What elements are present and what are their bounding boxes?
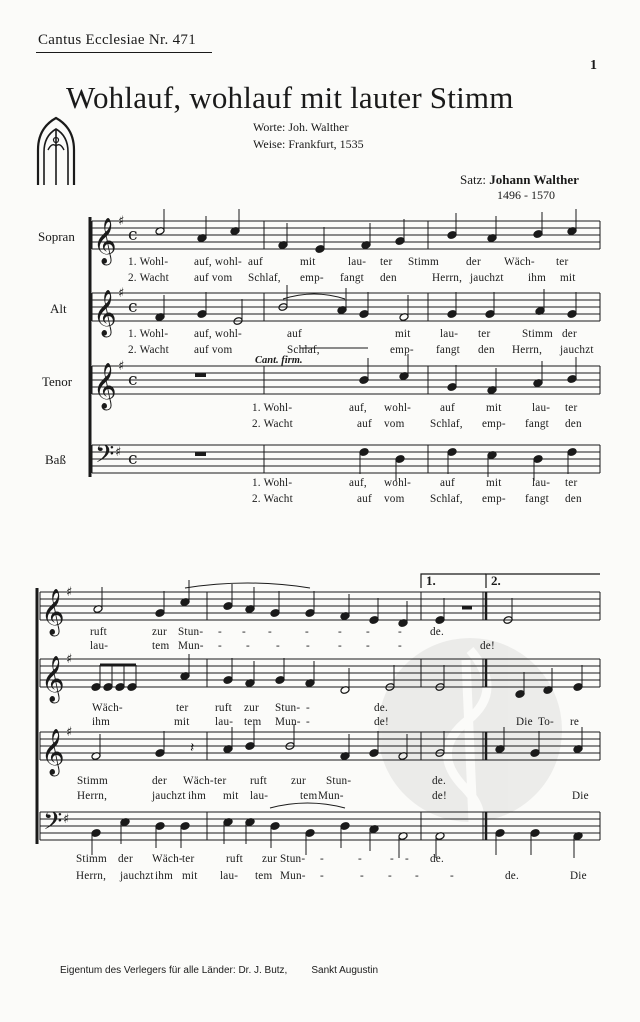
lyric-syllable: ihm: [528, 272, 547, 284]
key-signature-sharp: ♯: [115, 445, 122, 460]
half-rest: [462, 606, 472, 610]
lyric-syllable: den: [565, 418, 582, 430]
lyric-syllable: -: [320, 870, 324, 882]
lyric-syllable: der: [118, 853, 133, 865]
lyric-syllable: emp-: [390, 344, 414, 356]
lyric-syllable: jauchzt: [152, 790, 186, 802]
lyric-syllable: ter: [380, 256, 393, 268]
lyric-syllable: re: [570, 716, 580, 728]
lyric-syllable: -: [306, 716, 310, 728]
lyric-syllable: emp-: [300, 272, 324, 284]
lyric-syllable: Stun-: [178, 626, 204, 638]
lyric-syllable: zur: [152, 626, 167, 638]
lyric-syllable: auf, wohl-: [194, 328, 242, 340]
lyric-syllable: -: [338, 626, 342, 638]
key-signature-sharp: ♯: [118, 359, 125, 374]
lyric-syllable: Wäch-: [183, 775, 214, 787]
lyric-syllable: de!: [374, 716, 389, 728]
lyric-syllable: 2. Wacht: [128, 272, 169, 284]
lyric-syllable: lau-: [90, 640, 109, 652]
lyric-syllable: der: [562, 328, 577, 340]
lyric-syllable: lau-: [250, 790, 269, 802]
lyric-syllable: auf vom: [194, 272, 233, 284]
key-signature-sharp: ♯: [66, 652, 73, 667]
lyric-syllable: vom: [384, 418, 405, 430]
lyric-syllable: ter: [565, 477, 578, 489]
lyric-syllable: Schlaf,: [287, 344, 320, 356]
lyric-syllable: ter: [556, 256, 569, 268]
lyric-syllable: -: [306, 640, 310, 652]
time-signature: c: [128, 225, 138, 245]
lyric-syllable: 1. Wohl-: [252, 402, 293, 414]
lyric-syllable: 2. Wacht: [252, 493, 293, 505]
lyric-syllable: Die: [516, 716, 533, 728]
lyric-syllable: -: [268, 626, 272, 638]
words-credit: Worte: Joh. Walther: [253, 120, 349, 134]
setting-label: Satz:: [460, 172, 486, 187]
lyric-syllable: -: [306, 702, 310, 714]
lyric-syllable: -: [218, 626, 222, 638]
lyric-syllable: fangt: [525, 493, 549, 505]
lyric-syllable: Herrn,: [512, 344, 543, 356]
lyric-syllable: tem: [300, 790, 318, 802]
lyric-syllable: Wäch-: [92, 702, 123, 714]
lyric-syllable: de!: [480, 640, 495, 652]
lyric-syllable: 1. Wohl-: [252, 477, 293, 489]
lyric-syllable: -: [415, 870, 419, 882]
lyric-syllable: ter: [214, 775, 227, 787]
composer-dates: 1496 - 1570: [497, 188, 555, 202]
lyric-syllable: ter: [176, 702, 189, 714]
time-signature: c: [128, 370, 138, 390]
bass-clef-icon: 𝄢: [95, 440, 115, 475]
voice-label-bass: Baß: [45, 452, 66, 467]
lyric-syllable: den: [478, 344, 495, 356]
lyric-syllable: auf,: [349, 402, 367, 414]
lyric-syllable: zur: [291, 775, 306, 787]
lyric-syllable: lau-: [532, 477, 551, 489]
lyric-syllable: Mun-: [280, 870, 306, 882]
lyric-syllable: -: [405, 853, 409, 865]
lyric-syllable: -: [320, 853, 324, 865]
lyric-syllable: Herrn,: [76, 870, 107, 882]
lyric-syllable: tem: [152, 640, 170, 652]
time-signature: c: [128, 449, 138, 469]
lyric-syllable: lau-: [440, 328, 459, 340]
lyric-syllable: Mun-: [318, 790, 344, 802]
treble-clef-icon: 𝄞: [93, 218, 117, 264]
lyric-syllable: emp-: [482, 493, 506, 505]
treble-clef-icon: 𝄞: [41, 589, 65, 635]
lyric-syllable: fangt: [340, 272, 364, 284]
lyric-syllable: jauchzt: [560, 344, 594, 356]
lyric-syllable: -: [398, 626, 402, 638]
lyric-syllable: mit: [395, 328, 411, 340]
lyric-syllable: Herrn,: [77, 790, 108, 802]
lyric-syllable: auf,: [349, 477, 367, 489]
lyric-syllable: der: [466, 256, 481, 268]
lyric-syllable: mit: [486, 402, 502, 414]
ending-bracket-2: [486, 574, 600, 588]
lyric-syllable: tem: [255, 870, 273, 882]
lyric-syllable: Stun-: [326, 775, 352, 787]
voice-label-alt: Alt: [50, 301, 67, 316]
lyric-syllable: ihm: [92, 716, 111, 728]
lyric-syllable: -: [358, 853, 362, 865]
ending-label-2: 2.: [491, 573, 501, 588]
lyric-syllable: ihm: [188, 790, 207, 802]
treble-clef-icon: 𝄞: [93, 290, 117, 336]
lyric-syllable: Stimm: [76, 853, 107, 865]
lyric-syllable: tem: [244, 716, 262, 728]
lyric-syllable: wohl-: [384, 477, 412, 489]
lyric-syllable: lau-: [532, 402, 551, 414]
lyric-syllable: mit: [174, 716, 190, 728]
lyric-syllable: den: [380, 272, 397, 284]
hymn-title: Wohlauf, wohlauf mit lauter Stimm: [66, 80, 514, 115]
whole-rest: [195, 452, 206, 456]
lyric-syllable: de!: [432, 790, 447, 802]
time-signature: c: [128, 297, 138, 317]
lyric-syllable: Wäch-: [152, 853, 183, 865]
lyric-syllable: mit: [560, 272, 576, 284]
lyric-syllable: mit: [223, 790, 239, 802]
quarter-rest: 𝄽: [190, 740, 195, 756]
lyric-syllable: fangt: [525, 418, 549, 430]
lyric-syllable: -: [218, 640, 222, 652]
lyric-syllable: Mun-: [275, 716, 301, 728]
lyric-syllable: To-: [538, 716, 554, 728]
page-number: 1: [590, 58, 597, 73]
lyric-syllable: mit: [182, 870, 198, 882]
whole-rest: [195, 373, 206, 377]
lyric-syllable: 1. Wohl-: [128, 328, 169, 340]
key-signature-sharp: ♯: [118, 286, 125, 301]
lyric-syllable: jauchzt: [120, 870, 154, 882]
lyric-syllable: jauchzt: [470, 272, 504, 284]
lyric-syllable: auf: [440, 402, 455, 414]
lyric-syllable: lau-: [215, 716, 234, 728]
lyric-syllable: -: [398, 640, 402, 652]
lyric-syllable: auf: [248, 256, 263, 268]
lyric-syllable: ruft: [226, 853, 243, 865]
tune-credit: Weise: Frankfurt, 1535: [253, 137, 364, 151]
lyric-syllable: auf: [287, 328, 302, 340]
lyric-syllable: fangt: [436, 344, 460, 356]
lyric-syllable: lau-: [220, 870, 239, 882]
lyric-syllable: ter: [182, 853, 195, 865]
publisher-city: Sankt Augustin: [311, 965, 379, 976]
lyric-syllable: de.: [505, 870, 519, 882]
lyric-syllable: Stun-: [280, 853, 306, 865]
lyric-syllable: zur: [244, 702, 259, 714]
lyric-syllable: auf: [357, 418, 372, 430]
key-signature-sharp: ♯: [66, 585, 73, 600]
lyric-syllable: ihm: [155, 870, 174, 882]
lyric-syllable: -: [305, 626, 309, 638]
slur: [283, 294, 345, 299]
lyric-syllable: Schlaf,: [430, 418, 463, 430]
publisher-footer: [60, 965, 378, 976]
slur: [270, 803, 345, 808]
lyric-syllable: Die: [572, 790, 589, 802]
lyric-syllable: auf: [357, 493, 372, 505]
lyric-syllable: ruft: [215, 702, 232, 714]
treble-clef-icon: 𝄞: [41, 729, 65, 775]
lyric-syllable: de.: [374, 702, 388, 714]
lyric-syllable: -: [360, 870, 364, 882]
lyric-syllable: emp-: [482, 418, 506, 430]
lyric-syllable: ruft: [250, 775, 267, 787]
lyric-syllable: -: [276, 640, 280, 652]
lyric-syllable: Stun-: [275, 702, 301, 714]
setting-composer: Johann Walther: [489, 172, 579, 187]
publisher-text: Eigentum des Verlegers für alle Länder: Dr. J. Butz,: [60, 965, 288, 976]
lyric-syllable: -: [366, 640, 370, 652]
lyric-syllable: Herrn,: [432, 272, 463, 284]
series-label: Cantus Ecclesiae Nr. 471: [38, 32, 196, 48]
lyric-syllable: Mun-: [178, 640, 204, 652]
lyric-syllable: Wäch-: [504, 256, 535, 268]
lyric-syllable: -: [388, 870, 392, 882]
lyric-syllable: den: [565, 493, 582, 505]
key-signature-sharp: ♯: [63, 812, 70, 827]
lyric-syllable: auf: [440, 477, 455, 489]
lyric-syllable: Die: [570, 870, 587, 882]
lyric-syllable: 2. Wacht: [252, 418, 293, 430]
voice-label-sopran: Sopran: [38, 229, 75, 244]
lyric-syllable: zur: [262, 853, 277, 865]
lyric-syllable: wohl-: [384, 402, 412, 414]
lyric-syllable: de.: [430, 626, 444, 638]
treble-clef-icon: 𝄞: [41, 656, 65, 702]
treble-clef-icon: 𝄞: [93, 363, 117, 409]
voice-label-tenor: Tenor: [42, 374, 73, 389]
lyric-syllable: auf, wohl-: [194, 256, 242, 268]
lyric-syllable: mit: [300, 256, 316, 268]
lyric-syllable: -: [246, 640, 250, 652]
lyric-syllable: der: [152, 775, 167, 787]
lyric-syllable: Stimm: [408, 256, 439, 268]
lyric-syllable: lau-: [348, 256, 367, 268]
lyric-syllable: Schlaf,: [248, 272, 281, 284]
lyric-syllable: -: [390, 853, 394, 865]
slur: [185, 583, 310, 588]
lyric-syllable: -: [242, 626, 246, 638]
lyric-syllable: -: [450, 870, 454, 882]
lyric-syllable: ter: [565, 402, 578, 414]
key-signature-sharp: ♯: [118, 214, 125, 229]
cantus-firmus-label: Cant. firm.: [255, 355, 303, 366]
key-signature-sharp: ♯: [66, 725, 73, 740]
lyric-syllable: 1. Wohl-: [128, 256, 169, 268]
lyric-syllable: -: [338, 640, 342, 652]
lyric-syllable: 2. Wacht: [128, 344, 169, 356]
lyric-syllable: Stimm: [522, 328, 553, 340]
lyric-syllable: Schlaf,: [430, 493, 463, 505]
bass-clef-icon: 𝄢: [43, 807, 63, 842]
lyric-syllable: mit: [486, 477, 502, 489]
lyric-syllable: vom: [384, 493, 405, 505]
lyric-syllable: de.: [430, 853, 444, 865]
lyric-syllable: ter: [478, 328, 491, 340]
lyric-syllable: auf vom: [194, 344, 233, 356]
ending-label-1: 1.: [426, 573, 436, 588]
lyric-syllable: ruft: [90, 626, 107, 638]
lyric-syllable: Stimm: [77, 775, 108, 787]
lyric-syllable: -: [366, 626, 370, 638]
lyric-syllable: de.: [432, 775, 446, 787]
